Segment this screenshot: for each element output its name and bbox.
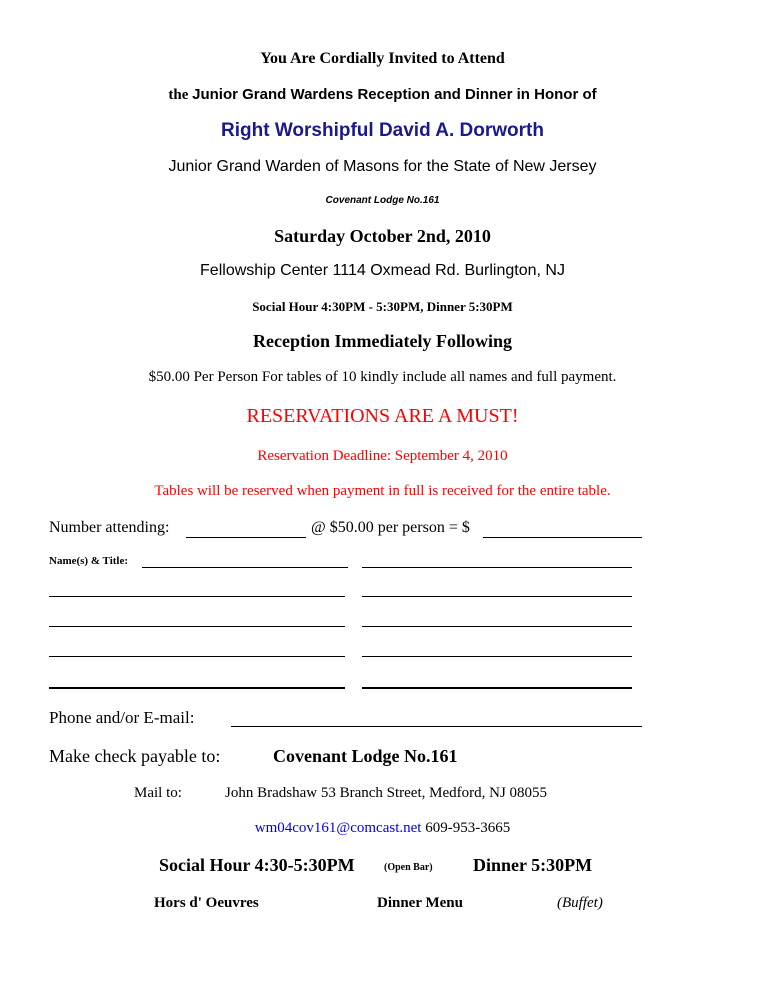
menu-dinner: Dinner Menu <box>377 895 463 911</box>
per-person-label: @ $50.00 per person = $ <box>311 519 470 536</box>
phone-number: 609-953-3665 <box>425 820 511 836</box>
dinner-heading: Dinner 5:30PM <box>473 855 593 875</box>
price-note: $50.00 Per Person For tables of 10 kindly include all names and full payment. <box>148 369 617 385</box>
event-title-prefix: the <box>168 87 193 103</box>
menu-buffet: (Buffet) <box>557 895 603 911</box>
names-label: Name(s) & Title: <box>49 555 129 567</box>
menu-hors-doeuvres: Hors d' Oeuvres <box>154 895 259 911</box>
name-field-2[interactable] <box>362 567 632 568</box>
name-field-3[interactable] <box>49 596 345 597</box>
open-bar-note: (Open Bar) <box>384 862 433 873</box>
event-date: Saturday October 2nd, 2010 <box>274 226 491 246</box>
check-payee: Covenant Lodge No.161 <box>273 746 458 766</box>
reservations-notice: RESERVATIONS ARE A MUST! <box>246 405 519 427</box>
honoree-title: Junior Grand Warden of Masons for the State of New Jersey <box>168 158 597 175</box>
name-field-5[interactable] <box>49 626 345 627</box>
number-attending-field[interactable] <box>186 537 306 538</box>
name-field-7[interactable] <box>49 656 345 657</box>
tables-notice: Tables will be reserved when payment in full is received for the entire table. <box>154 483 611 499</box>
event-schedule: Social Hour 4:30PM - 5:30PM, Dinner 5:30PM <box>252 299 513 314</box>
event-title-line <box>0 86 765 104</box>
reservation-deadline: Reservation Deadline: September 4, 2010 <box>257 448 508 464</box>
reception-note: Reception Immediately Following <box>253 331 512 351</box>
invite-heading: You Are Cordially Invited to Attend <box>260 50 505 67</box>
contact-line <box>0 820 765 837</box>
email-link[interactable]: wm04cov161@comcast.net <box>254 820 422 836</box>
name-field-1[interactable] <box>142 567 348 568</box>
name-field-9[interactable] <box>49 687 345 689</box>
name-field-6[interactable] <box>362 626 632 627</box>
number-attending-label: Number attending: <box>49 519 170 536</box>
mail-address: John Bradshaw 53 Branch Street, Medford, NJ 08055 <box>225 785 548 801</box>
check-payable-label: Make check payable to: <box>49 746 221 766</box>
social-hour-heading: Social Hour 4:30-5:30PM <box>159 855 355 875</box>
lodge-name-small: Covenant Lodge No.161 <box>325 195 440 206</box>
event-title: Junior Grand Wardens Reception and Dinner in Honor of <box>192 86 597 103</box>
name-field-10[interactable] <box>362 687 632 689</box>
honoree-name: Right Worshipful David A. Dorworth <box>221 120 544 141</box>
mail-to-label: Mail to: <box>134 785 182 801</box>
total-amount-field[interactable] <box>483 537 642 538</box>
contact-field[interactable] <box>231 726 642 727</box>
name-field-4[interactable] <box>362 596 632 597</box>
contact-label: Phone and/or E-mail: <box>49 708 195 727</box>
event-venue: Fellowship Center 1114 Oxmead Rd. Burlington, NJ <box>200 262 565 279</box>
name-field-8[interactable] <box>362 656 632 657</box>
